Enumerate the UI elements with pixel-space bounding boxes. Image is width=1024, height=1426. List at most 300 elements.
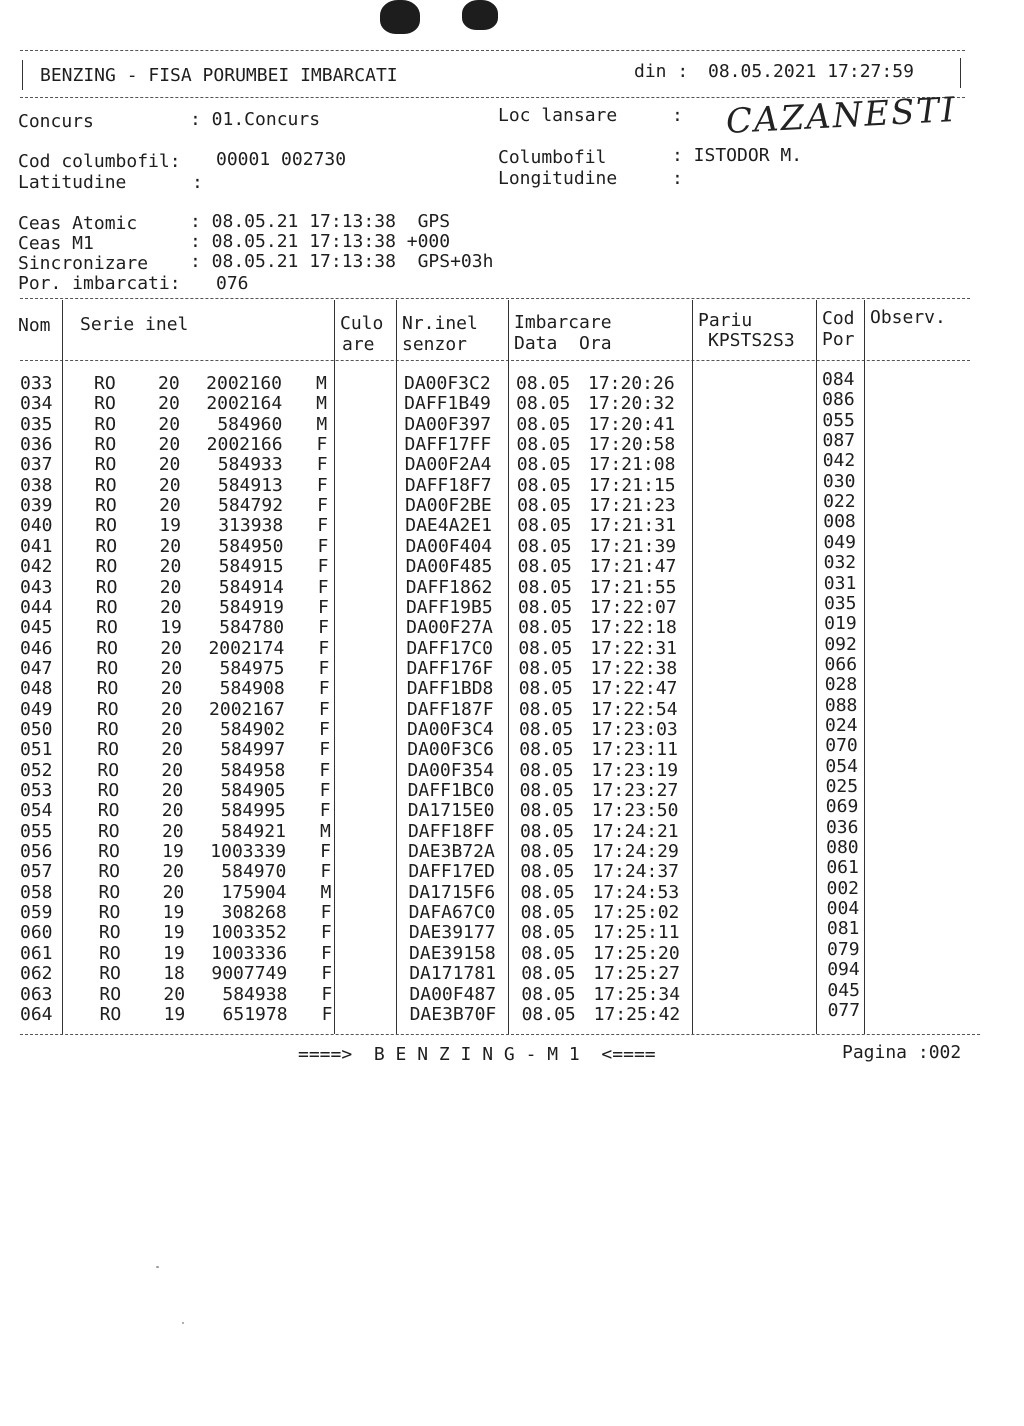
row-date: 08.05 <box>516 454 571 476</box>
row-date: 08.05 <box>516 393 571 415</box>
row-cod-por: 031 <box>823 572 857 594</box>
row-cod-por: 024 <box>825 714 858 736</box>
row-country: RO <box>95 596 118 618</box>
row-nom: 061 <box>20 942 53 964</box>
row-year: 19 <box>160 617 182 639</box>
columbofil-label: Columbofil <box>498 147 607 168</box>
row-sensor-id: DAFF18FF <box>407 820 495 842</box>
table-row <box>0 613 1024 639</box>
row-cod-por: 069 <box>825 796 859 818</box>
row-year: 19 <box>163 1003 186 1025</box>
row-sex: F <box>317 596 329 618</box>
header-cod-2: Por <box>822 329 855 350</box>
row-sex: F <box>317 556 329 578</box>
row-time: 17:20:26 <box>588 373 675 394</box>
row-sensor-id: DAFF176F <box>406 657 494 679</box>
row-year: 20 <box>161 739 183 761</box>
row-cod-por: 042 <box>822 450 856 472</box>
row-sex: F <box>321 983 333 1005</box>
row-date: 08.05 <box>521 1003 576 1025</box>
row-year: 19 <box>159 515 181 537</box>
row-time: 17:22:07 <box>589 596 677 618</box>
row-date: 08.05 <box>520 902 575 924</box>
row-nom: 053 <box>20 780 53 801</box>
row-sex: F <box>318 637 330 659</box>
row-sex: M <box>320 881 332 903</box>
row-ring-number: 2002174 <box>208 637 285 659</box>
table-row <box>0 816 1024 842</box>
row-time: 17:25:02 <box>592 902 680 924</box>
row-nom: 049 <box>20 698 53 720</box>
row-time: 17:21:39 <box>589 535 677 557</box>
row-country: RO <box>95 535 118 557</box>
row-cod-por: 002 <box>826 877 860 899</box>
row-country: RO <box>97 759 120 781</box>
row-year: 20 <box>160 678 183 700</box>
row-time: 17:25:11 <box>592 922 680 944</box>
row-date: 08.05 <box>516 474 572 496</box>
row-sex: F <box>318 657 330 679</box>
row-year: 20 <box>158 434 181 456</box>
row-nom: 041 <box>20 535 53 557</box>
row-ring-number: 2002160 <box>206 373 282 394</box>
row-sensor-id: DA00F487 <box>409 983 497 1005</box>
row-country: RO <box>98 841 120 863</box>
row-nom: 038 <box>20 474 53 496</box>
row-time: 17:22:18 <box>590 617 677 639</box>
row-sensor-id: DAFF1862 <box>405 576 493 598</box>
row-sex: M <box>316 393 328 415</box>
row-ring-number: 584913 <box>217 474 283 496</box>
row-sensor-id: DA1715E0 <box>407 800 495 822</box>
row-nom: 042 <box>20 556 53 578</box>
table-row <box>0 491 1024 517</box>
row-country: RO <box>98 861 120 883</box>
row-sex: F <box>321 1003 333 1025</box>
row-time: 17:21:55 <box>589 576 677 598</box>
row-date: 08.05 <box>517 596 573 618</box>
row-time: 17:24:21 <box>591 820 679 842</box>
row-sensor-id: DA171781 <box>409 963 496 985</box>
row-ring-number: 584975 <box>219 657 285 679</box>
header-nom: Nom <box>18 315 51 336</box>
row-sex: F <box>319 800 331 822</box>
row-time: 17:25:27 <box>593 963 680 985</box>
row-country: RO <box>99 963 121 985</box>
row-cod-por: 087 <box>822 430 856 452</box>
row-date: 08.05 <box>519 739 574 761</box>
row-country: RO <box>99 942 121 964</box>
row-sensor-id: DAFF17C0 <box>406 637 494 659</box>
row-country: RO <box>97 718 119 740</box>
row-time: 17:21:23 <box>589 495 676 517</box>
row-ring-number: 175904 <box>221 881 287 903</box>
row-year: 20 <box>162 881 185 903</box>
row-country: RO <box>97 800 120 822</box>
row-cod-por: 028 <box>824 674 858 696</box>
table-row <box>0 470 1024 496</box>
row-nom: 054 <box>20 800 53 822</box>
row-ring-number: 584792 <box>218 495 284 517</box>
row-country: RO <box>94 413 117 435</box>
table-row <box>0 999 1024 1025</box>
table-row <box>0 694 1024 720</box>
row-year: 20 <box>161 820 184 842</box>
row-date: 08.05 <box>518 637 573 659</box>
row-year: 20 <box>162 861 184 883</box>
table-row <box>0 979 1024 1005</box>
row-time: 17:25:42 <box>593 1003 681 1025</box>
row-sex: M <box>316 373 327 394</box>
row-date: 08.05 <box>519 759 574 781</box>
row-sensor-id: DAFF17FF <box>404 434 492 456</box>
row-sensor-id: DAFA67C0 <box>408 902 496 924</box>
row-nom: 051 <box>20 739 53 761</box>
header-pariu-1: Pariu <box>698 310 753 331</box>
row-ring-number: 584958 <box>220 759 286 781</box>
row-year: 18 <box>163 963 185 985</box>
table-row <box>0 633 1024 659</box>
row-time: 17:21:47 <box>589 556 677 578</box>
row-cod-por: 066 <box>824 653 858 675</box>
row-cod-por: 030 <box>822 470 856 492</box>
row-ring-number: 1003336 <box>211 942 288 964</box>
row-sensor-id: DAFF1BD8 <box>406 678 494 700</box>
printed-at-label: din : <box>634 61 689 82</box>
row-date: 08.05 <box>519 800 574 822</box>
row-sensor-id: DA1715F6 <box>408 881 496 903</box>
row-time: 17:25:20 <box>593 942 680 964</box>
row-nom: 050 <box>20 718 53 740</box>
row-nom: 063 <box>20 983 53 1005</box>
row-date: 08.05 <box>521 983 576 1005</box>
table-row <box>0 938 1024 964</box>
row-time: 17:24:53 <box>592 881 680 903</box>
row-ring-number: 584995 <box>220 800 286 822</box>
row-ring-number: 2002164 <box>206 393 283 415</box>
row-cod-por: 004 <box>826 898 860 920</box>
row-year: 20 <box>160 657 183 679</box>
row-sex: F <box>317 535 329 557</box>
row-country: RO <box>97 780 120 801</box>
row-country: RO <box>96 698 119 720</box>
row-sensor-id: DAFF1BC0 <box>407 780 495 801</box>
latitudine-value: : <box>192 172 203 193</box>
row-sex: F <box>321 942 332 964</box>
row-year: 20 <box>159 535 182 557</box>
row-date: 08.05 <box>518 698 574 720</box>
row-ring-number: 9007749 <box>211 963 288 985</box>
row-country: RO <box>99 1003 122 1025</box>
row-year: 19 <box>162 922 185 944</box>
row-date: 08.05 <box>520 881 575 903</box>
row-ring-number: 584960 <box>217 413 283 435</box>
row-sensor-id: DA00F404 <box>405 535 493 557</box>
row-cod-por: 084 <box>822 369 855 390</box>
loc-lansare-label: Loc lansare <box>498 105 618 126</box>
row-cod-por: 054 <box>825 755 858 777</box>
row-year: 19 <box>162 902 185 924</box>
row-nom: 062 <box>20 963 53 985</box>
row-ring-number: 584902 <box>220 718 286 740</box>
header-cod-1: Cod <box>822 308 855 329</box>
row-cod-por: 092 <box>824 633 857 655</box>
row-cod-por: 088 <box>824 694 858 716</box>
row-year: 20 <box>159 576 182 598</box>
row-date: 08.05 <box>520 841 575 863</box>
loc-lansare-handwritten: CAZANESTI <box>724 89 958 142</box>
row-sensor-id: DA00F3C2 <box>404 373 491 394</box>
row-nom: 060 <box>20 922 53 944</box>
row-time: 17:22:31 <box>590 637 678 659</box>
row-ring-number: 584780 <box>219 617 285 639</box>
row-time: 17:21:31 <box>589 515 676 537</box>
row-country: RO <box>97 739 119 761</box>
row-year: 20 <box>158 454 181 476</box>
printed-at-value: 08.05.2021 17:27:59 <box>708 61 914 82</box>
row-sex: F <box>320 861 332 883</box>
row-year: 20 <box>161 718 183 740</box>
row-year: 20 <box>158 474 181 496</box>
cod-columbofil-value: 00001 002730 <box>216 149 347 170</box>
row-country: RO <box>95 515 117 537</box>
cod-columbofil-label: Cod columbofil: <box>18 151 181 172</box>
row-sex: F <box>319 759 331 781</box>
row-time: 17:22:47 <box>590 678 678 700</box>
row-cod-por: 032 <box>823 552 857 574</box>
row-nom: 043 <box>20 576 53 598</box>
row-country: RO <box>94 434 117 456</box>
row-ring-number: 2002167 <box>209 698 285 720</box>
row-sex: F <box>317 495 328 517</box>
row-year: 20 <box>158 393 180 415</box>
row-country: RO <box>94 474 117 496</box>
row-year: 20 <box>163 983 186 1005</box>
row-year: 20 <box>161 780 184 801</box>
row-time: 17:21:08 <box>588 454 676 476</box>
row-year: 20 <box>161 800 184 822</box>
por-imbarcati-label: Por. imbarcati: <box>18 273 181 294</box>
row-ring-number: 584915 <box>218 556 284 578</box>
table-row <box>0 918 1024 944</box>
row-nom: 033 <box>20 373 53 394</box>
row-cod-por: 055 <box>822 409 855 431</box>
row-nom: 034 <box>20 393 53 415</box>
row-sex: F <box>319 718 330 740</box>
columbofil-value: : ISTODOR M. <box>672 145 803 166</box>
scan-speck <box>182 1322 184 1324</box>
row-country: RO <box>94 393 116 415</box>
row-ring-number: 308268 <box>221 902 287 924</box>
row-ring-number: 2002166 <box>206 434 283 456</box>
row-date: 08.05 <box>517 515 572 537</box>
row-year: 20 <box>158 373 180 394</box>
header-culo-1: Culo <box>340 313 384 334</box>
header-nr-inel-2: senzor <box>402 334 468 355</box>
row-sensor-id: DA00F2BE <box>405 495 492 517</box>
table-row <box>0 531 1024 557</box>
row-sensor-id: DA00F3C6 <box>407 739 494 761</box>
header-imbarcare-1: Imbarcare <box>514 312 612 333</box>
row-date: 08.05 <box>521 963 576 985</box>
row-year: 20 <box>159 495 181 517</box>
row-sensor-id: DAFF18F7 <box>404 474 492 496</box>
header-pariu-2: KPSTS2S3 <box>708 330 795 351</box>
row-date: 08.05 <box>518 617 573 639</box>
row-date: 08.05 <box>517 556 572 578</box>
row-sex: F <box>320 902 332 924</box>
row-year: 20 <box>159 596 182 618</box>
row-sex: F <box>318 678 330 700</box>
row-nom: 052 <box>20 759 53 781</box>
row-cod-por: 094 <box>827 959 860 981</box>
row-time: 17:22:38 <box>590 657 678 679</box>
row-ring-number: 651978 <box>222 1003 288 1025</box>
row-ring-number: 584950 <box>218 535 284 557</box>
row-ring-number: 584908 <box>219 678 285 700</box>
row-country: RO <box>96 637 119 659</box>
ceas-m1-value: : 08.05.21 17:13:38 +000 <box>190 231 451 252</box>
row-sensor-id: DAE3B70F <box>409 1003 497 1025</box>
row-sensor-id: DA00F2A4 <box>404 454 492 476</box>
row-time: 17:23:27 <box>591 780 679 801</box>
row-year: 20 <box>159 556 182 578</box>
row-time: 17:20:32 <box>588 393 675 415</box>
row-nom: 064 <box>20 1003 53 1025</box>
row-sensor-id: DAE3B72A <box>408 841 495 863</box>
row-nom: 056 <box>20 841 53 863</box>
table-row <box>0 837 1024 863</box>
row-time: 17:23:19 <box>591 759 679 781</box>
row-nom: 037 <box>20 454 53 476</box>
table-row <box>0 552 1024 578</box>
row-nom: 036 <box>20 434 53 456</box>
table-row <box>0 389 1024 415</box>
row-country: RO <box>98 902 121 924</box>
row-cod-por: 019 <box>824 613 857 635</box>
row-date: 08.05 <box>517 576 572 598</box>
row-cod-por: 080 <box>826 837 859 859</box>
row-date: 08.05 <box>518 678 573 700</box>
sincronizare-label: Sincronizare <box>18 253 149 274</box>
row-sensor-id: DAFF1B49 <box>404 393 491 415</box>
row-country: RO <box>97 820 120 842</box>
row-year: 20 <box>158 413 181 435</box>
row-sex: F <box>320 922 332 944</box>
row-year: 19 <box>162 841 184 863</box>
row-country: RO <box>95 576 118 598</box>
row-sex: M <box>319 820 331 842</box>
row-ring-number: 584933 <box>217 454 283 476</box>
row-nom: 040 <box>20 515 53 537</box>
row-sensor-id: DA00F485 <box>405 556 493 578</box>
row-sex: F <box>321 963 333 985</box>
row-ring-number: 584997 <box>220 739 286 761</box>
row-cod-por: 081 <box>826 918 860 940</box>
sincronizare-value: : 08.05.21 17:13:38 GPS+03h <box>190 251 494 272</box>
row-nom: 055 <box>20 820 53 842</box>
scan-hole-mark-right <box>462 0 498 30</box>
row-date: 08.05 <box>516 413 571 435</box>
row-cod-por: 022 <box>823 491 856 513</box>
row-country: RO <box>99 983 122 1005</box>
row-country: RO <box>94 373 116 394</box>
row-sensor-id: DAFF17ED <box>408 861 496 883</box>
table-top-rule <box>20 298 970 299</box>
row-ring-number: 584905 <box>220 780 286 801</box>
latitudine-label: Latitudine <box>18 172 127 193</box>
row-time: 17:23:11 <box>591 739 678 761</box>
table-row <box>0 959 1024 985</box>
row-cod-por: 061 <box>826 857 859 879</box>
row-sensor-id: DAE39177 <box>408 922 496 944</box>
row-nom: 059 <box>20 902 53 924</box>
table-row <box>0 430 1024 456</box>
row-nom: 048 <box>20 678 53 700</box>
row-time: 17:23:50 <box>591 800 679 822</box>
row-nom: 057 <box>20 861 53 883</box>
row-sensor-id: DAFF19B5 <box>405 596 493 618</box>
table-row <box>0 409 1024 435</box>
row-cod-por: 070 <box>825 735 858 757</box>
row-nom: 046 <box>20 637 53 659</box>
table-row <box>0 592 1024 618</box>
row-sex: F <box>316 474 328 496</box>
row-country: RO <box>98 881 121 903</box>
header-culo-2: are <box>342 334 375 355</box>
ceas-atomic-label: Ceas Atomic <box>18 213 138 234</box>
row-nom: 047 <box>20 657 53 679</box>
row-date: 08.05 <box>520 861 575 883</box>
row-date: 08.05 <box>517 495 572 517</box>
header-top-rule <box>20 50 965 51</box>
header-serie-inel: Serie inel <box>80 314 189 335</box>
row-sensor-id: DA00F397 <box>404 413 492 435</box>
ceas-m1-label: Ceas M1 <box>18 233 94 254</box>
row-date: 08.05 <box>518 657 573 679</box>
row-date: 08.05 <box>521 942 576 964</box>
row-sex: F <box>317 576 329 598</box>
row-sensor-id: DA00F27A <box>406 617 493 639</box>
table-bottom-rule <box>20 1034 980 1035</box>
row-time: 17:21:15 <box>588 474 676 496</box>
row-sex: M <box>316 413 328 435</box>
row-sensor-id: DA00F354 <box>407 759 495 781</box>
row-ring-number: 1003352 <box>211 922 287 944</box>
row-sex: F <box>319 739 331 761</box>
row-nom: 058 <box>20 881 53 903</box>
row-date: 08.05 <box>519 820 575 842</box>
row-date: 08.05 <box>516 434 571 456</box>
row-time: 17:20:41 <box>588 413 676 435</box>
row-country: RO <box>96 617 118 639</box>
table-row <box>0 511 1024 537</box>
header-nr-inel-1: Nr.inel <box>402 313 478 334</box>
row-sex: F <box>318 698 330 720</box>
row-sex: F <box>320 841 331 863</box>
row-country: RO <box>98 922 121 944</box>
row-date: 08.05 <box>516 373 571 394</box>
scan-hole-mark-left <box>380 0 420 34</box>
table-row <box>0 898 1024 924</box>
row-cod-por: 035 <box>823 592 857 614</box>
row-date: 08.05 <box>517 535 572 557</box>
row-time: 17:24:37 <box>592 861 680 883</box>
row-cod-por: 036 <box>825 816 859 838</box>
table-header-bottom-rule <box>20 360 970 361</box>
row-sex: F <box>319 780 331 801</box>
table-row <box>0 776 1024 801</box>
